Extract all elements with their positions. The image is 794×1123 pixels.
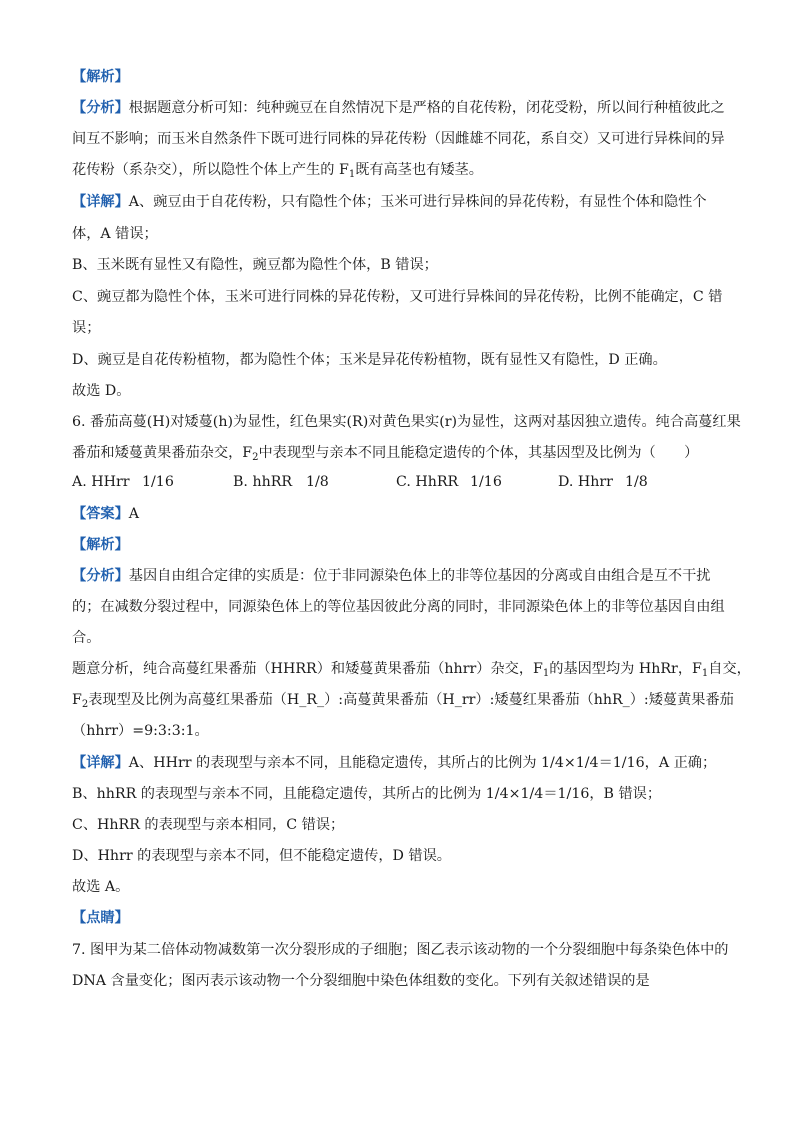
text-line: 故选 A。 <box>72 879 130 895</box>
text-line: D、Hhrr 的表现型与亲本不同，但不能稳定遗传，D 错误。 <box>72 848 451 864</box>
text-line: 【详解】A、豌豆由于自花传粉，只有隐性个体；玉米可进行异株间的异花传粉，有显性个体和隐性个 <box>72 194 707 210</box>
text-line: 体，A 错误； <box>72 226 158 242</box>
text-line: 合。 <box>72 630 101 646</box>
text-line: 间互不影响；而玉米自然条件下既可进行同株的异花传粉（因雌雄不同花，系自交）又可进行异株间的异 <box>72 131 725 147</box>
text-line: $F_2$表现型及比例为高蔓红果番茄（H_R_）:高蔓黄果番茄（H_rr）:矮蔓红果番茄（hhR_）:矮蔓黄果番茄 <box>72 692 734 710</box>
question-7-stem: 7. 图甲为某二倍体动物减数第一次分裂形成的子细胞；图乙表示该动物的一个分裂细胞中每条染色体中的 <box>72 942 729 958</box>
text-line: 故选 D。 <box>72 383 131 399</box>
text-line: B、hhRR 的表现型与亲本不同，且能稳定遗传，其所占的比例为 1/4×1/4＝1/16，B 错误； <box>72 786 662 802</box>
question-7-stem: DNA 含量变化；图丙表示该动物一个分裂细胞中染色体组数的变化。下列有关叙述错误的是 <box>72 973 650 989</box>
text-line: C、HhRR 的表现型与亲本相同，C 错误； <box>72 817 345 833</box>
text-line: 【分析】基因自由组合定律的实质是：位于非同源染色体上的非等位基因的分离或自由组合是互不干扰 <box>72 568 711 584</box>
answer-line: 【答案】A <box>72 506 140 522</box>
question-6-stem: 番茄和矮蔓黄果番茄杂交，$F_2$中表现型与亲本不同且能稳定遗传的个体，其基因型及比例为（ ） <box>72 445 699 463</box>
text-line: 【分析】根据题意分析可知：纯种豌豆在自然情况下是严格的自花传粉，闭花受粉，所以间行种植彼此之 <box>72 100 725 116</box>
text-line: B、玉米既有显性又有隐性，豌豆都为隐性个体，B 错误； <box>72 257 438 273</box>
text-line: 花传粉（系杂交），所以隐性个体上产生的 $F_1$既有高茎也有矮茎。 <box>72 162 483 180</box>
text-line: 的；在减数分裂过程中，同源染色体上的等位基因彼此分离的同时，非同源染色体上的非等位基因自由组 <box>72 599 725 615</box>
text-line: C、豌豆都为隐性个体，玉米可进行同株的异花传粉，又可进行异株间的异花传粉，比例不能确定，C 错 <box>72 289 723 305</box>
text-line: 【详解】A、HHrr 的表现型与亲本不同，且能稳定遗传，其所占的比例为 1/4×1/4＝1/16，A 正确； <box>72 755 717 771</box>
text-line: D、豌豆是自花传粉植物，都为隐性个体；玉米是异花传粉植物，既有显性又有隐性，D 正确。 <box>72 352 667 368</box>
option-d: D. Hhrr 1/8 <box>558 474 648 490</box>
question-6-options <box>72 474 732 492</box>
option-a: A. HHrr 1/16 <box>72 474 174 490</box>
text-line: 误； <box>72 320 101 336</box>
option-b: B. hhRR 1/8 <box>233 474 329 490</box>
text-line: （hhrr）=9:3:3:1。 <box>72 723 209 739</box>
section-tag-analysis: 【解析】 <box>72 537 129 553</box>
text-line: 题意分析，纯合高蔓红果番茄（HHRR）和矮蔓黄果番茄（hhrr）杂交，$F_1$的基因型均为 HhRr，$F_1$自交， <box>72 661 751 679</box>
question-6-stem: 6. 番茄高蔓(H)对矮蔓(h)为显性，红色果实(R)对黄色果实(r)为显性，这两对基因独立遗传。纯合高蔓红果 <box>72 414 741 430</box>
section-tag-analysis: 【解析】 <box>72 69 129 85</box>
option-c: C. HhRR 1/16 <box>396 474 502 490</box>
section-tag-comment: 【点睛】 <box>72 910 129 926</box>
